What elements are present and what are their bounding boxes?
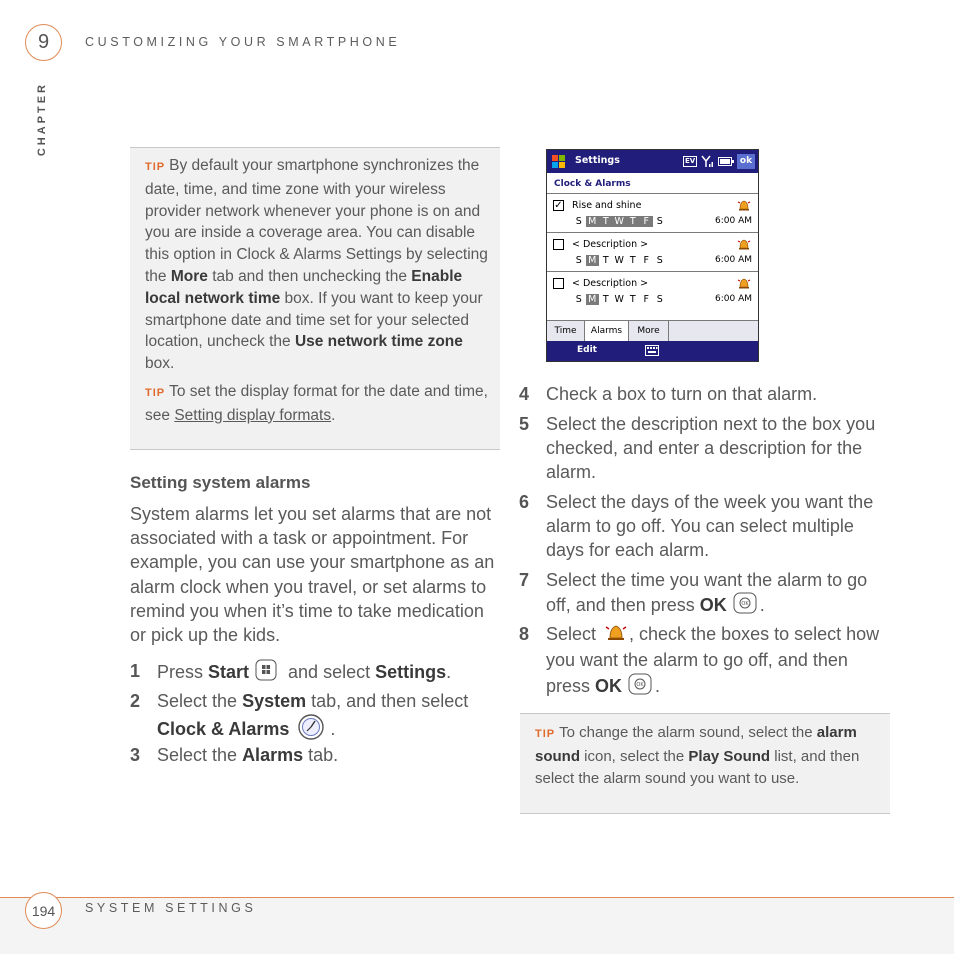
edit-menu-button[interactable]: Edit <box>577 345 597 355</box>
alarms-label: Alarms <box>242 745 304 765</box>
alarm-row <box>547 234 758 272</box>
phone-title: Settings <box>575 155 620 166</box>
step-text <box>519 622 894 701</box>
step-text-part: . <box>655 675 661 696</box>
day-toggle[interactable]: S <box>656 255 663 266</box>
step-text: Select the description next to the box you checked, and enter a description for the alarm. <box>546 414 876 483</box>
step-text-part: Select the time you want the alarm to go off, and then press <box>546 570 868 616</box>
phone-menu-bar <box>547 341 758 361</box>
day-toggle[interactable]: T <box>602 294 609 305</box>
alarm-bell-icon[interactable] <box>737 237 751 251</box>
start-label: Start <box>208 661 250 682</box>
day-toggle[interactable]: T <box>602 255 609 266</box>
day-toggle[interactable]: S <box>575 216 582 227</box>
keyboard-icon[interactable] <box>645 345 659 356</box>
svg-text:OK: OK <box>741 601 749 608</box>
chapter-side-label: CHAPTER <box>36 82 48 157</box>
ok-label: OK <box>699 595 727 616</box>
tip-box-alarm-sound <box>520 713 890 814</box>
step-text-part: Press <box>157 661 209 682</box>
alarm-bell-icon[interactable] <box>737 198 751 212</box>
tip-network-sync <box>145 155 490 375</box>
phone-screenshot <box>546 149 759 362</box>
day-toggle[interactable]: W <box>613 216 627 227</box>
step-number: 4 <box>519 384 530 404</box>
windows-flag-icon <box>552 155 565 168</box>
tip-bold-enable-local: Enable local network time <box>145 267 463 307</box>
tip-text: To change the alarm sound, select the <box>559 724 817 741</box>
step-text-part: tab, and then select <box>306 691 469 711</box>
step-text-part: , check the boxes to select how you want the alarm to go off, and then press <box>546 624 880 696</box>
svg-text:OK: OK <box>636 681 644 688</box>
step-2 <box>130 689 502 747</box>
battery-icon <box>718 157 734 166</box>
running-head: CUSTOMIZING YOUR SMARTPHONE <box>85 35 401 49</box>
tab-alarms[interactable]: Alarms <box>585 321 629 341</box>
tip-alarm-sound <box>535 722 876 789</box>
step-text-part: and select <box>283 661 376 682</box>
alarm-days <box>572 255 667 266</box>
step-text <box>130 659 502 687</box>
alarm-row <box>547 195 758 233</box>
day-toggle[interactable]: F <box>643 255 649 266</box>
day-toggle[interactable]: S <box>656 294 663 305</box>
step-text-part: . <box>759 595 765 616</box>
alarm-time[interactable]: 6:00 AM <box>715 255 752 265</box>
alarm-description[interactable]: < Description > <box>572 239 649 250</box>
alarm-time[interactable]: 6:00 AM <box>715 216 752 226</box>
day-toggle[interactable]: F <box>640 216 654 227</box>
day-toggle[interactable]: T <box>626 216 640 227</box>
ok-label: OK <box>595 675 623 696</box>
page-number-badge: 194 <box>25 892 62 929</box>
alarm-days <box>572 216 667 227</box>
step-6 <box>519 490 894 563</box>
day-toggle[interactable]: W <box>614 255 624 266</box>
step-text-part: Select the <box>157 691 243 711</box>
day-toggle[interactable]: T <box>629 294 636 305</box>
alarm-bell-icon[interactable] <box>737 276 751 290</box>
day-toggle[interactable]: M <box>586 255 600 266</box>
tip-label: TIP <box>535 728 556 740</box>
tip-bold-play-sound: Play Sound <box>688 747 771 765</box>
ok-key-icon <box>733 592 757 620</box>
day-toggle[interactable]: S <box>656 216 663 227</box>
day-toggle[interactable]: M <box>586 216 600 227</box>
tip-box-display-sync <box>130 147 500 450</box>
tip-text: . <box>331 406 336 424</box>
day-toggle[interactable]: S <box>575 294 582 305</box>
tip-text: list, and then select the alarm sound you want to use. <box>535 747 860 787</box>
tip-text: icon, select the <box>580 747 689 765</box>
step-number: 5 <box>519 414 530 434</box>
step-number: 6 <box>519 492 530 512</box>
step-text-part: Select the <box>157 745 243 765</box>
step-5 <box>519 412 894 485</box>
step-8 <box>519 622 894 701</box>
day-toggle[interactable]: M <box>586 294 600 305</box>
alarm-checkbox[interactable]: ✓ <box>554 200 563 211</box>
tip-bold-alarm-sound: alarm sound <box>535 724 857 765</box>
section-intro <box>130 502 502 647</box>
step-text-part: tab. <box>303 745 339 765</box>
tip-label: TIP <box>145 161 166 173</box>
day-toggle[interactable]: T <box>629 255 636 266</box>
tip-text: To set the display format for the date and time, see <box>145 382 488 424</box>
step-text-part: . <box>330 719 336 740</box>
day-toggle[interactable]: W <box>614 294 624 305</box>
phone-tab-strip <box>547 320 758 342</box>
setting-display-formats-link[interactable]: Setting display formats <box>174 406 332 424</box>
step-7 <box>519 568 894 620</box>
step-text-part: . <box>446 661 452 682</box>
alarm-days <box>572 294 667 305</box>
ev-status-icon: EV <box>685 157 696 165</box>
step-4 <box>519 382 894 406</box>
ok-button[interactable]: ok <box>737 154 755 169</box>
step-3 <box>130 743 502 767</box>
step-text <box>519 568 894 620</box>
step-number: 7 <box>519 570 530 590</box>
alarm-checkbox[interactable] <box>553 278 564 289</box>
system-label: System <box>242 691 307 711</box>
tab-time[interactable]: Time <box>547 321 585 341</box>
day-toggle[interactable]: F <box>643 294 649 305</box>
alarm-checkbox[interactable] <box>553 239 564 250</box>
footer-rule <box>0 897 954 898</box>
tip-bold-network-zone: Use network time zone <box>294 333 463 351</box>
step-1 <box>130 659 502 687</box>
chapter-number-badge: 9 <box>25 24 62 61</box>
tip-bold-more: More <box>170 267 208 285</box>
tip-text: box. <box>145 355 175 373</box>
tip-text: By default your smartphone synchronizes the date, time, and time zone with your wireless provider network whenever your phone is on and you are inside a coverage area. You can disable this option in Clock & Alarms Settings by selecting the <box>145 157 488 285</box>
footer-section-name: SYSTEM SETTINGS <box>85 901 257 915</box>
section-heading: Setting system alarms <box>130 473 311 492</box>
step-number: 8 <box>519 624 530 644</box>
step-number: 1 <box>130 661 141 681</box>
alarm-time[interactable]: 6:00 AM <box>715 294 752 304</box>
tab-more[interactable]: More <box>629 321 669 341</box>
tip-text: tab and then unchecking the <box>207 267 412 285</box>
step-text <box>130 689 502 747</box>
alarm-description[interactable]: < Description > <box>572 278 649 289</box>
settings-label: Settings <box>375 661 447 682</box>
step-text-part: Select <box>546 624 602 644</box>
alarm-row <box>547 273 758 311</box>
windows-flag-icon <box>255 659 277 687</box>
alarm-bell-icon <box>605 622 627 648</box>
intro-paragraph: System alarms let you set alarms that are not associated with a task or appointment. For example, you can use your smartphone as an alarm clock when you travel, or set alarms to remind you when it’s time to take medication or pick up the kids. <box>130 504 495 646</box>
phone-subtitle: Clock & Alarms <box>547 174 758 194</box>
step-number: 3 <box>130 745 141 765</box>
tip-label: TIP <box>145 386 166 399</box>
phone-title-bar <box>547 150 758 173</box>
step-text: Check a box to turn on that alarm. <box>546 384 818 404</box>
alarm-description[interactable]: Rise and shine <box>572 200 642 211</box>
day-toggle[interactable]: T <box>599 216 613 227</box>
step-text: Select the days of the week you want the alarm to go off. You can select multiple days for each alarm. <box>546 492 874 561</box>
tip-display-format <box>145 381 490 427</box>
step-text <box>130 743 502 767</box>
day-toggle[interactable]: S <box>575 255 582 266</box>
signal-icon <box>701 155 715 168</box>
ok-key-icon <box>628 673 652 701</box>
step-number: 2 <box>130 691 141 711</box>
clock-alarms-label: Clock & Alarms <box>157 719 290 740</box>
tip-text: box. If you want to keep your smartphone date and time set for your selected location, uncheck the <box>145 289 483 351</box>
